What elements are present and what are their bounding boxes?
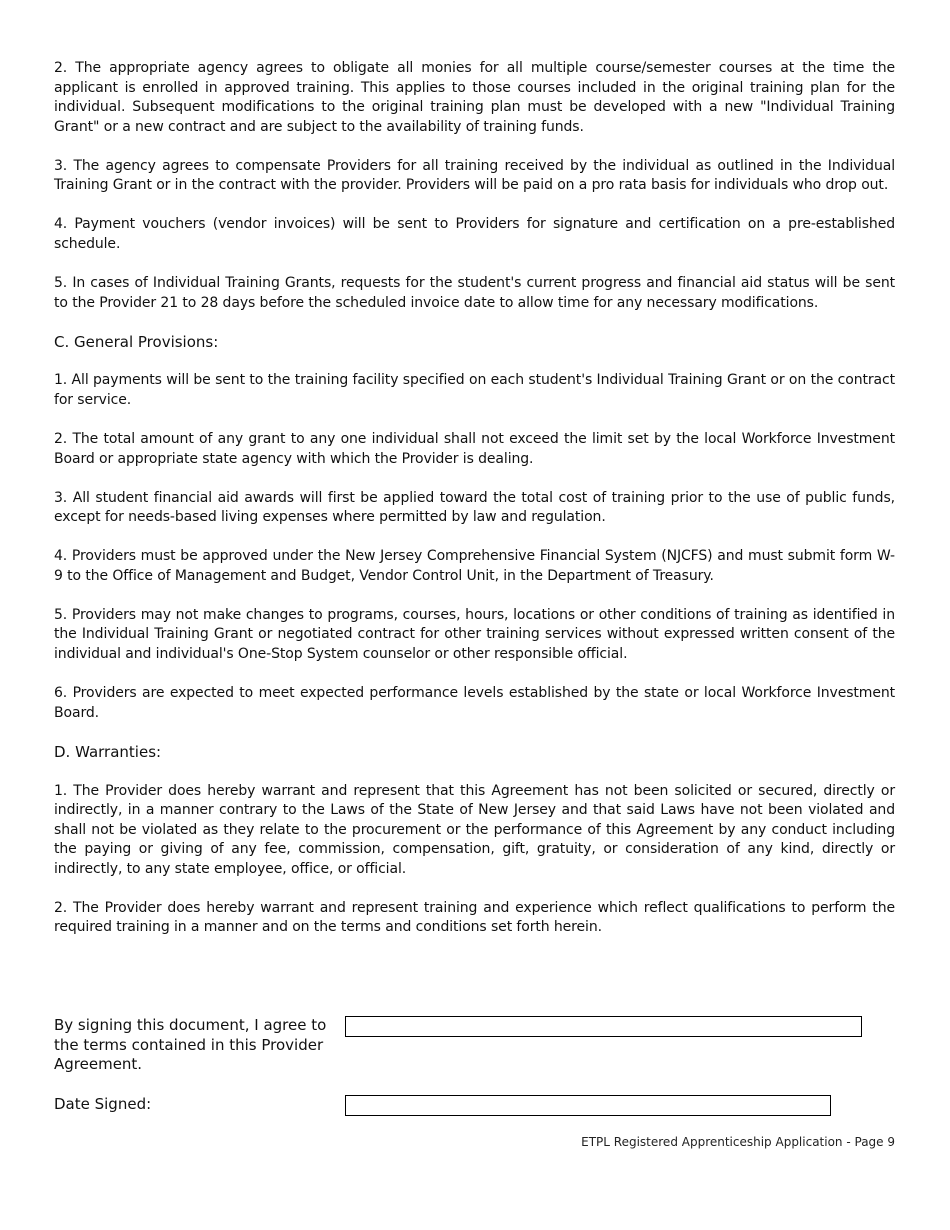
section-b-item-3: 3. The agency agrees to compensate Providers for all training received by the individual as outlined in the Individual Training Grant or in the contract with the provider. Providers will be paid on a pro rata basis for individuals who drop out. — [54, 157, 895, 194]
date-signed-label: Date Signed: — [54, 1095, 152, 1113]
section-d-item-2: 2. The Provider does hereby warrant and represent training and experience which reflect qualifications to perform the required training in a manner and on the terms and conditions set forth herein. — [54, 899, 895, 936]
signature-label: By signing this document, I agree to the terms contained in this Provider Agreement. — [54, 1016, 327, 1074]
section-c-item-3: 3. All student financial aid awards will first be applied toward the total cost of training prior to the use of public funds, except for needs-based living expenses where permitted by law and regulation. — [54, 489, 895, 526]
section-d-item-1: 1. The Provider does hereby warrant and represent that this Agreement has not been solicited or secured, directly or indirectly, in a manner contrary to the Laws of the State of New Jersey and that said Laws have not been violated and shall not be violated as they relate to the procurement or the performance of this Agreement by any conduct including the paying or giving of any fee, commission, compensation, gift, gratuity, or consideration of any kind, directly or indirectly, to any state employee, office, or official. — [54, 782, 895, 877]
section-c-item-5: 5. Providers may not make changes to programs, courses, hours, locations or other conditions of training as identified in the Individual Training Grant or negotiated contract for other training services without expressed written consent of the individual and individual's One-Stop System counselor or other responsible official. — [54, 606, 895, 662]
section-c-item-1: 1. All payments will be sent to the training facility specified on each student's Individual Training Grant or on the contract for service. — [54, 372, 895, 409]
section-d-heading: D. Warranties: — [54, 742, 162, 761]
section-b-item-2: 2. The appropriate agency agrees to obligate all monies for all multiple course/semester courses at the time the applicant is enrolled in approved training. This applies to those courses included in the original training plan for the individual. Subsequent modifications to the original training plan must be developed with a new "Individual Training Grant" or a new contract and are subject to the availability of training funds. — [54, 60, 895, 135]
section-c-heading: C. General Provisions: — [54, 332, 219, 351]
section-c-item-4: 4. Providers must be approved under the New Jersey Comprehensive Financial System (NJCFS) and must submit form W-9 to the Office of Management and Budget, Vendor Control Unit, in the Department of Treasury. — [54, 548, 895, 584]
agreement-body — [54, 59, 895, 957]
section-b-item-5: 5. In cases of Individual Training Grants, requests for the student's current progress and financial aid status will be sent to the Provider 21 to 28 days before the scheduled invoice date to allow time for any necessary modifications. — [54, 274, 895, 311]
section-c-item-2: 2. The total amount of any grant to any one individual shall not exceed the limit set by the local Workforce Investment Board or appropriate state agency with which the Provider is dealing. — [54, 431, 895, 467]
page-footer: ETPL Registered Apprenticeship Application - Page 9 — [581, 1135, 895, 1149]
section-c-item-6: 6. Providers are expected to meet expected performance levels established by the state or local Workforce Investment Board. — [54, 684, 895, 721]
section-b-item-4: 4. Payment vouchers (vendor invoices) will be sent to Providers for signature and certification on a pre-established schedule. — [54, 216, 895, 252]
signature-field[interactable] — [345, 1016, 862, 1037]
date-signed-field[interactable] — [345, 1095, 831, 1116]
